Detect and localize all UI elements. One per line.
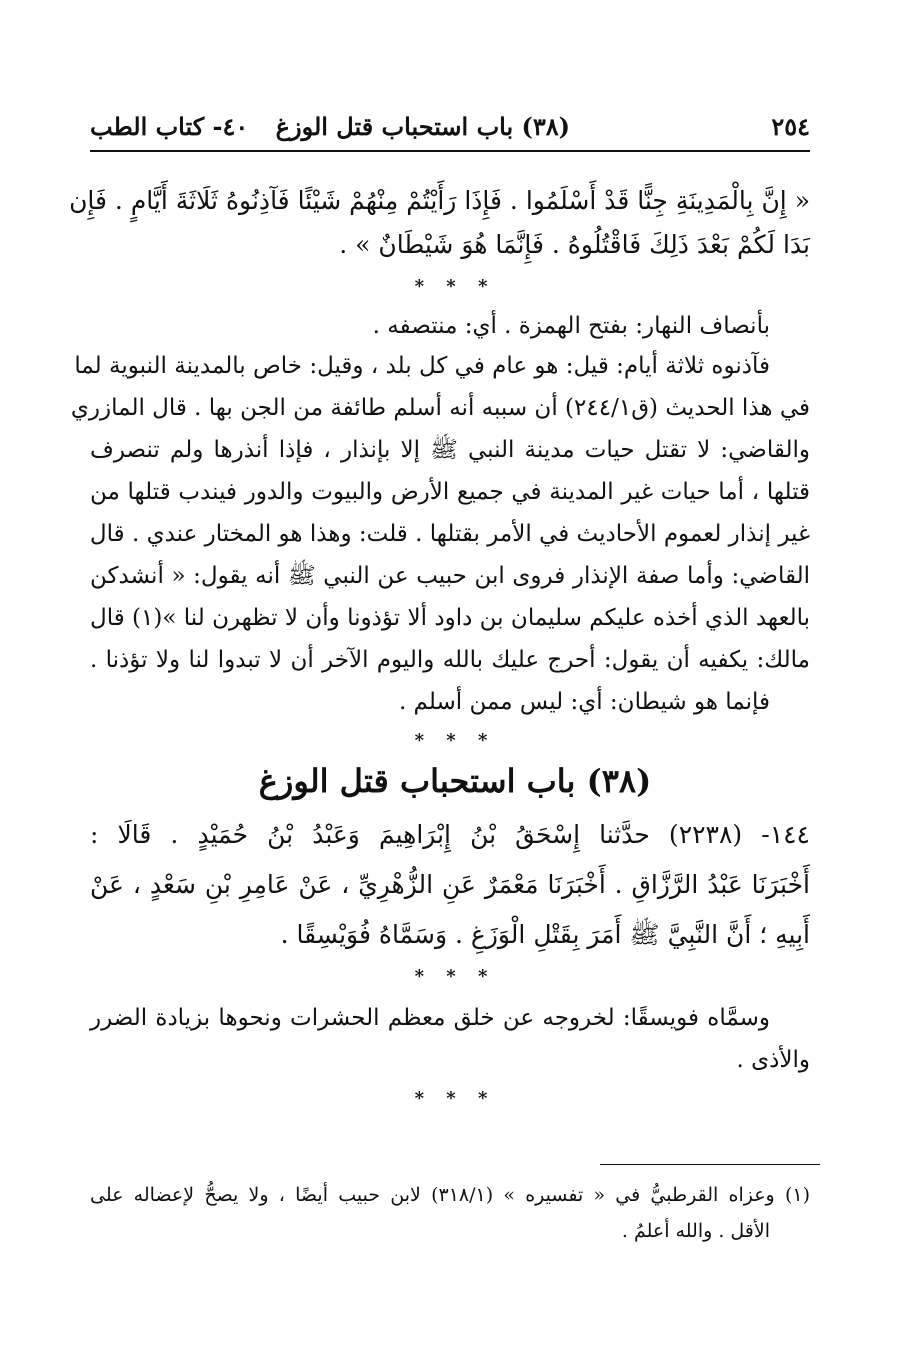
separator: * * * [414,730,496,751]
footnote-line: (١) وعزاه القرطبيُّ في « تفسيره » (٣١٨/١) لابن حبيب أيضًا ، ولا يصحُّ لإعضاله على [90,1184,810,1206]
running-header [90,108,810,148]
commentary-line: غير إنذار لعموم الأحاديث في الأمر بقتلها . قلت: وهذا هو المختار عندي . قال [89,521,810,547]
hadith-line: ١٤٤- (٢٢٣٨) حدَّثنا إِسْحَقُ بْنُ إِبْرَاهِيمَ وَعَبْدُ بْنُ حُمَيْدٍ . قَالَا : [90,820,810,849]
hadith-line: أَخْبَرَنَا عَبْدُ الرَّزَّاقِ . أَخْبَرَنَا مَعْمَرٌ عَنِ الزُّهْرِيِّ ، عَنْ عَامِرِ بْنِ سَعْدٍ ، عَنْ [90,870,810,899]
commentary-line: في هذا الحديث (ق٢٤٤/١) أن سببه أنه أسلم طائفة من الجن بها . قال المازري [70,395,810,421]
footnote-rule [600,1164,820,1165]
commentary-line: فإنما هو شيطان: أي: ليس ممن أسلم . [398,689,770,715]
page-number: ٢٥٤ [771,112,810,141]
chapter-title: (٣٨) باب استحباب قتل الوزغ [258,762,652,800]
commentary-line: وسمَّاه فويسقًا: لخروجه عن خلق معظم الحشرات ونحوها بزيادة الضرر [90,1005,770,1031]
header-rule [90,150,810,152]
footnote-line: الأقل . والله أعلمُ . [621,1220,770,1242]
quote-line: « إِنَّ بِالْمَدِينَةِ جِنًّا قَدْ أَسْلَمُوا . فَإِذَا رَأَيْتُمْ مِنْهُمْ شَيْئًا فَآذِنُوهُ ثَلَاثَةَ أَيَّامٍ . فَإِن [69,186,810,215]
running-section-title: (٣٨) باب استحباب قتل الوزغ [275,112,570,141]
commentary-line: والقاضي: لا تقتل حيات مدينة النبي ﷺ إلا بإنذار ، فإذا أنذرها ولم تنصرف [90,437,810,463]
commentary-line: بأنصاف النهار: بفتح الهمزة . أي: منتصفه . [372,313,770,339]
commentary-line: فآذنوه ثلاثة أيام: قيل: هو عام في كل بلد ، وقيل: خاص بالمدينة النبوية لما [74,353,770,379]
commentary-line: بالعهد الذي أخذه عليكم سليمان بن داود ألا تؤذونا وأن لا تظهرن لنا »(١) قال [90,605,811,631]
separator: * * * [414,276,496,297]
commentary-line: قتلها ، أما حيات غير المدينة في جميع الأرض والبيوت والدور فيندب قتلها من [90,479,810,505]
separator: * * * [414,966,496,987]
commentary-line: والأذى . [736,1047,810,1073]
hadith-line: أَبِيهِ ؛ أَنَّ النَّبِيَّ ﷺ أَمَرَ بِقَتْلِ الْوَزَغِ . وَسَمَّاهُ فُوَيْسِقًا . [280,920,810,949]
commentary-line: القاضي: وأما صفة الإنذار فروى ابن حبيب عن النبي ﷺ أنه يقول: « أنشدكن [90,563,810,589]
commentary-line: مالك: يكفيه أن يقول: أحرج عليك بالله واليوم الآخر أن لا تبدوا لنا ولا تؤذنا . [90,647,810,673]
separator: * * * [414,1088,496,1109]
quote-line: بَدَا لَكُمْ بَعْدَ ذَلِكَ فَاقْتُلُوهُ . فَإِنَّمَا هُوَ شَيْطَانٌ » . [339,230,810,259]
running-book-title: ٤٠- كتاب الطب [90,112,249,141]
